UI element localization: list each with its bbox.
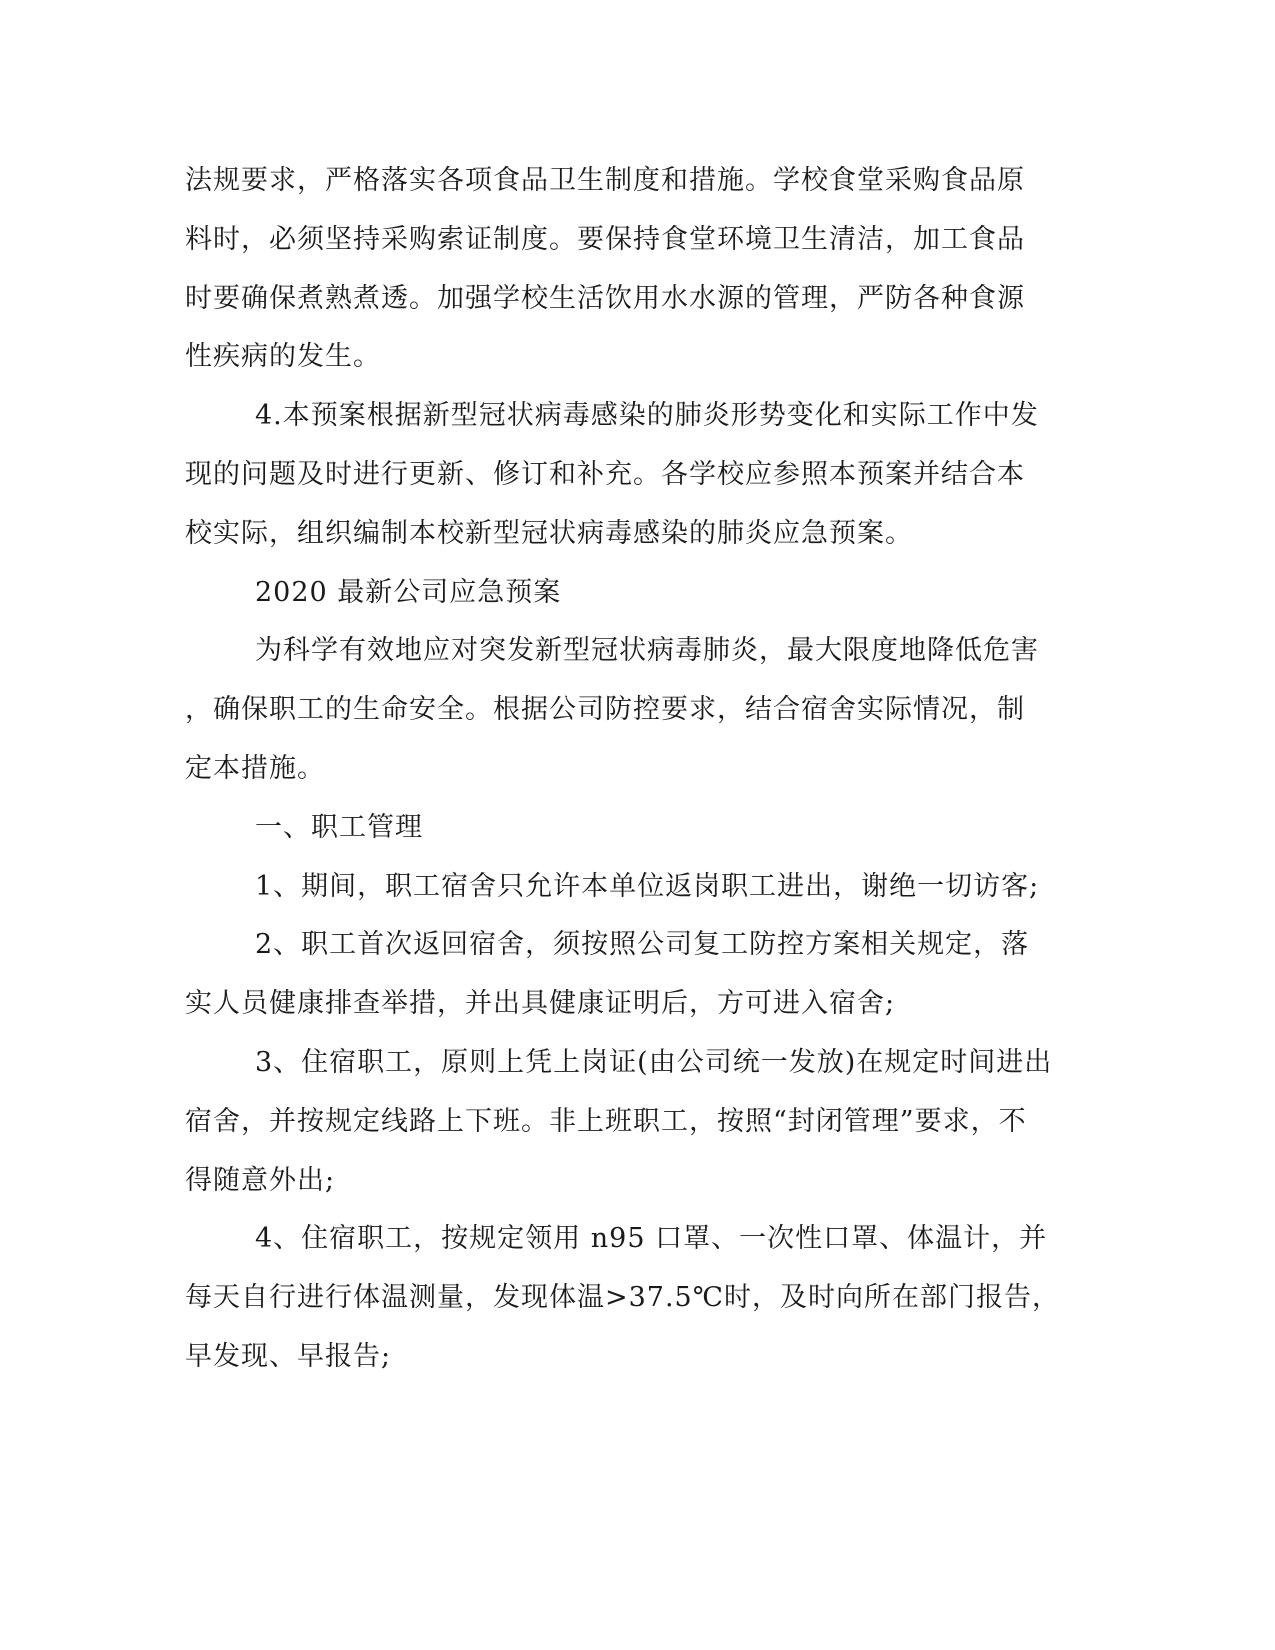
text-line: 法规要求，严格落实各项食品卫生制度和措施。学校食堂采购食品原 [185, 165, 1025, 196]
text-line: 2020 最新公司应急预案 [255, 576, 562, 608]
text-line: 现的问题及时进行更新、修订和补充。各学校应参照本预案并结合本 [185, 458, 1025, 490]
text-line: 4、住宿职工，按规定领用 n95 口罩、一次性口罩、体温计，并 [255, 1223, 1048, 1255]
text-line: 料时，必须坚持采购索证制度。要保持食堂环境卫生清洁，加工食品 [185, 223, 1025, 255]
text-line: 定本措施。 [185, 752, 325, 784]
text-line: 4.本预案根据新型冠状病毒感染的肺炎形势变化和实际工作中发 [255, 400, 1039, 432]
text-line: 2、职工首次返回宿舍，须按照公司复工防控方案相关规定，落 [255, 929, 1030, 961]
text-line: 实人员健康排查举措，并出具健康证明后，方可进入宿舍; [185, 988, 896, 1020]
text-line: 宿舍，并按规定线路上下班。非上班职工，按照“封闭管理”要求，不 [185, 1105, 1027, 1137]
text-line: 3、住宿职工，原则上凭上岗证(由公司统一发放)在规定时间进出 [255, 1046, 1053, 1078]
text-line: 时要确保煮熟煮透。加强学校生活饮用水水源的管理，严防各种食源 [185, 282, 1025, 314]
text-line: 为科学有效地应对突发新型冠状病毒肺炎，最大限度地降低危害 [255, 635, 1039, 667]
text-line: 每天自行进行体温测量，发现体温>37.5℃时，及时向所在部门报告， [185, 1282, 1060, 1314]
document-body [185, 152, 1060, 1387]
text-line: 校实际，组织编制本校新型冠状病毒感染的肺炎应急预案。 [185, 517, 913, 549]
text-line: 一、职工管理 [255, 811, 423, 843]
text-line: 早发现、早报告; [185, 1340, 392, 1372]
text-line: 得随意外出; [185, 1164, 336, 1196]
text-line: 性疾病的发生。 [185, 341, 381, 373]
text-line: 1、期间，职工宿舍只允许本单位返岗职工进出，谢绝一切访客; [255, 870, 1040, 902]
text-line: ，确保职工的生命安全。根据公司防控要求，结合宿舍实际情况，制 [185, 694, 1025, 726]
